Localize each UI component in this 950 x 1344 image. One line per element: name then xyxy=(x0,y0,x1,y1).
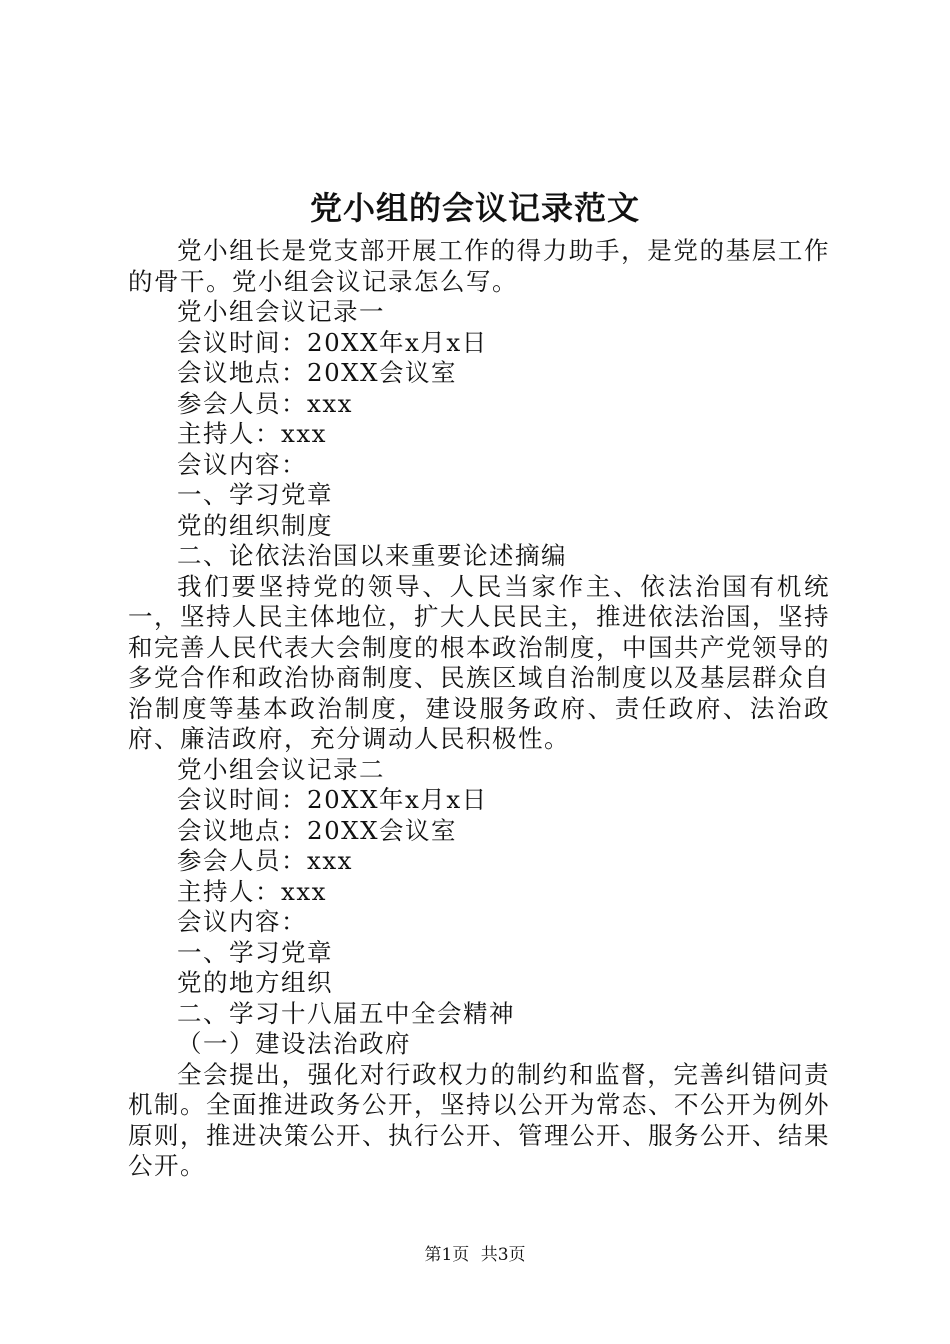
record1-paragraph: 我们要坚持党的领导、人民当家作主、依法治国有机统一，坚持人民主体地位，扩大人民民主，推进依法治国，坚持和完善人民代表大会制度的根本政治制度，中国共产党领导的多党合作和政治协商制度、民族区域自治制度以及基层群众自治制度等基本政治制度，建设服务政府、责任政府、法治政府、廉洁政府，充分调动人民积极性。 xyxy=(128,571,830,753)
record2-content-label: 会议内容： xyxy=(177,907,307,936)
record1-time: 会议时间：20XX年x月x日 xyxy=(177,327,488,357)
record2-attendees: 参会人员：xxx xyxy=(177,846,353,875)
record2-item2: 二、学习十八届五中全会精神 xyxy=(177,998,515,1028)
record2-item1: 一、学习党章 xyxy=(177,937,333,967)
page-number-current: 第1页 xyxy=(424,1245,470,1265)
record1-content-label: 会议内容： xyxy=(177,449,307,479)
record1-item1-sub: 党的组织制度 xyxy=(177,510,333,540)
record1-host: 主持人：xxx xyxy=(177,419,327,448)
page-number-total: 共3页 xyxy=(480,1245,526,1265)
record2-paragraph: 全会提出，强化对行政权力的制约和监督，完善纠错问责机制。全面推进政务公开，坚持以公开为常态、不公开为例外原则，推进决策公开、执行公开、管理公开、服务公开、结果公开。 xyxy=(128,1059,830,1180)
document-body xyxy=(128,236,830,1182)
record2-time: 会议时间：20XX年x月x日 xyxy=(177,785,488,814)
record2-item2-sub: （一）建设法治政府 xyxy=(177,1029,411,1058)
page-footer xyxy=(0,1244,950,1266)
record1-item1: 一、学习党章 xyxy=(177,480,333,509)
record2-heading: 党小组会议记录二 xyxy=(177,754,385,784)
record1-item2: 二、论依法治国以来重要论述摘编 xyxy=(177,541,567,570)
record2-item1-sub: 党的地方组织 xyxy=(177,968,333,997)
record2-place: 会议地点：20XX会议室 xyxy=(177,815,458,845)
document-title: 党小组的会议记录范文 xyxy=(309,189,640,227)
record1-heading: 党小组会议记录一 xyxy=(177,297,385,326)
record1-place: 会议地点：20XX会议室 xyxy=(177,358,458,387)
intro-paragraph: 党小组长是党支部开展工作的得力助手，是党的基层工作的骨干。党小组会议记录怎么写。 xyxy=(128,236,830,296)
record1-attendees: 参会人员：xxx xyxy=(177,388,353,418)
record2-host: 主持人：xxx xyxy=(177,876,327,906)
